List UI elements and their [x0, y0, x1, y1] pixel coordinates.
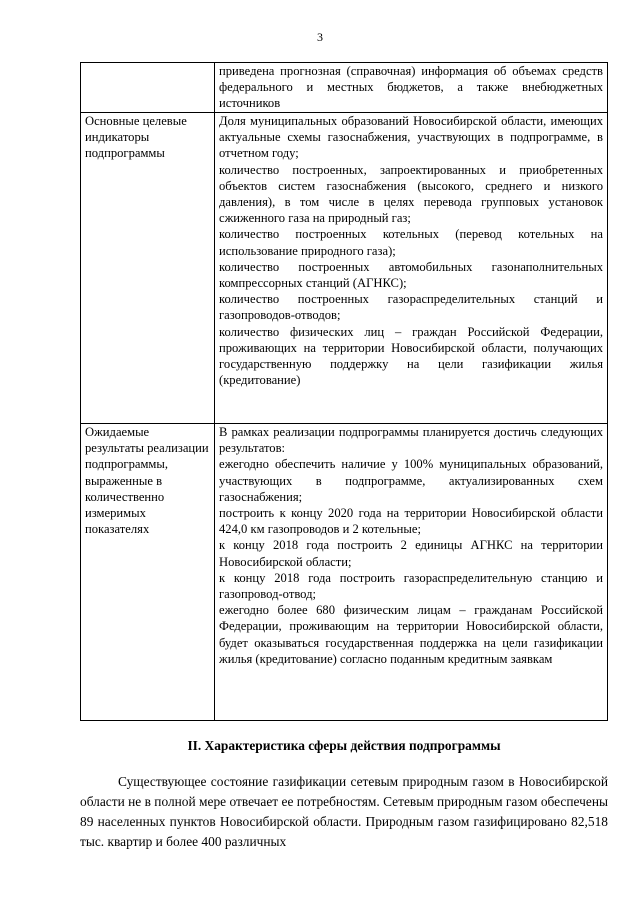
row-value: [215, 113, 608, 424]
row-paragraph: Доля муниципальных образований Новосибирской области, имеющих актуальные схемы газоснабжения, участвующих в подпрограмме, в отчетном году;: [219, 114, 603, 161]
row-paragraph: количество построенных автомобильных газонаполнительных компрессорных станций (АГНКС);: [219, 259, 603, 291]
row-label: Основные целевые индикаторы подпрограммы: [81, 113, 215, 424]
row-paragraph: количество построенных газораспределительных станций и газопроводов-отводов;: [219, 292, 603, 323]
row-paragraph: к концу 2018 года построить газораспределительную станцию и газопровод-отвод;: [219, 570, 603, 602]
table-row: [81, 113, 608, 424]
row-paragraph: количество построенных котельных (перевод котельных на использование природного газа);: [219, 227, 603, 258]
row-paragraph: количество физических лиц – граждан Российской Федерации, проживающих на территории Новосибирской области, получающих государственную поддержку на цели газификации жилья (кредитование): [219, 324, 603, 388]
row-paragraph: количество построенных, запроектированных и приобретенных объектов систем газоснабжения (высокого, среднего и низкого давления), в том числе в целях перевода групповых установок сжиженного газа на природный газ;: [219, 162, 603, 226]
row-label: [81, 63, 215, 113]
row-value: [215, 424, 608, 721]
table-row: [81, 424, 608, 721]
section-heading: II. Характеристика сферы действия подпрограммы: [187, 738, 501, 753]
subprogram-passport-table: [80, 62, 608, 721]
row-paragraph: построить к концу 2020 года на территории Новосибирской области 424,0 км газопроводов и 2 котельные;: [219, 506, 603, 537]
body-paragraph: Существующее состояние газификации сетевым природным газом в Новосибирской области не в полной мере отвечает ее потребностям. Сетевым природным газом обеспечены 89 населенных пунктов Новосибирской области. Природным газом газифицировано 82,518 тыс. квартир и более 400 различных: [80, 774, 608, 849]
table-row: [81, 63, 608, 113]
row-paragraph: В рамках реализации подпрограммы планируется достичь следующих результатов:: [219, 425, 603, 456]
row-paragraph: ежегодно обеспечить наличие у 100% муниципальных образований, участвующих в подпрограмме, актуализированных схем газоснабжения;: [219, 457, 603, 504]
row-value: [215, 63, 608, 113]
row-paragraph: ежегодно более 680 физическим лицам – гражданам Российской Федерации, проживающим на территории Новосибирской области, будет оказываться государственная поддержка на цели газификации жилья (кредитование) согласно поданным кредитным заявкам: [219, 603, 603, 666]
row-paragraph: к концу 2018 года построить 2 единицы АГНКС на территории Новосибирской области;: [219, 538, 603, 569]
page-number: 3: [317, 30, 323, 44]
row-paragraph: приведена прогнозная (справочная) информация об объемах средств федерального и местных бюджетов, а также внебюджетных источников: [219, 64, 603, 111]
row-label: Ожидаемые результаты реализации подпрограммы, выраженные в количественно измеримых показателях: [81, 424, 215, 721]
